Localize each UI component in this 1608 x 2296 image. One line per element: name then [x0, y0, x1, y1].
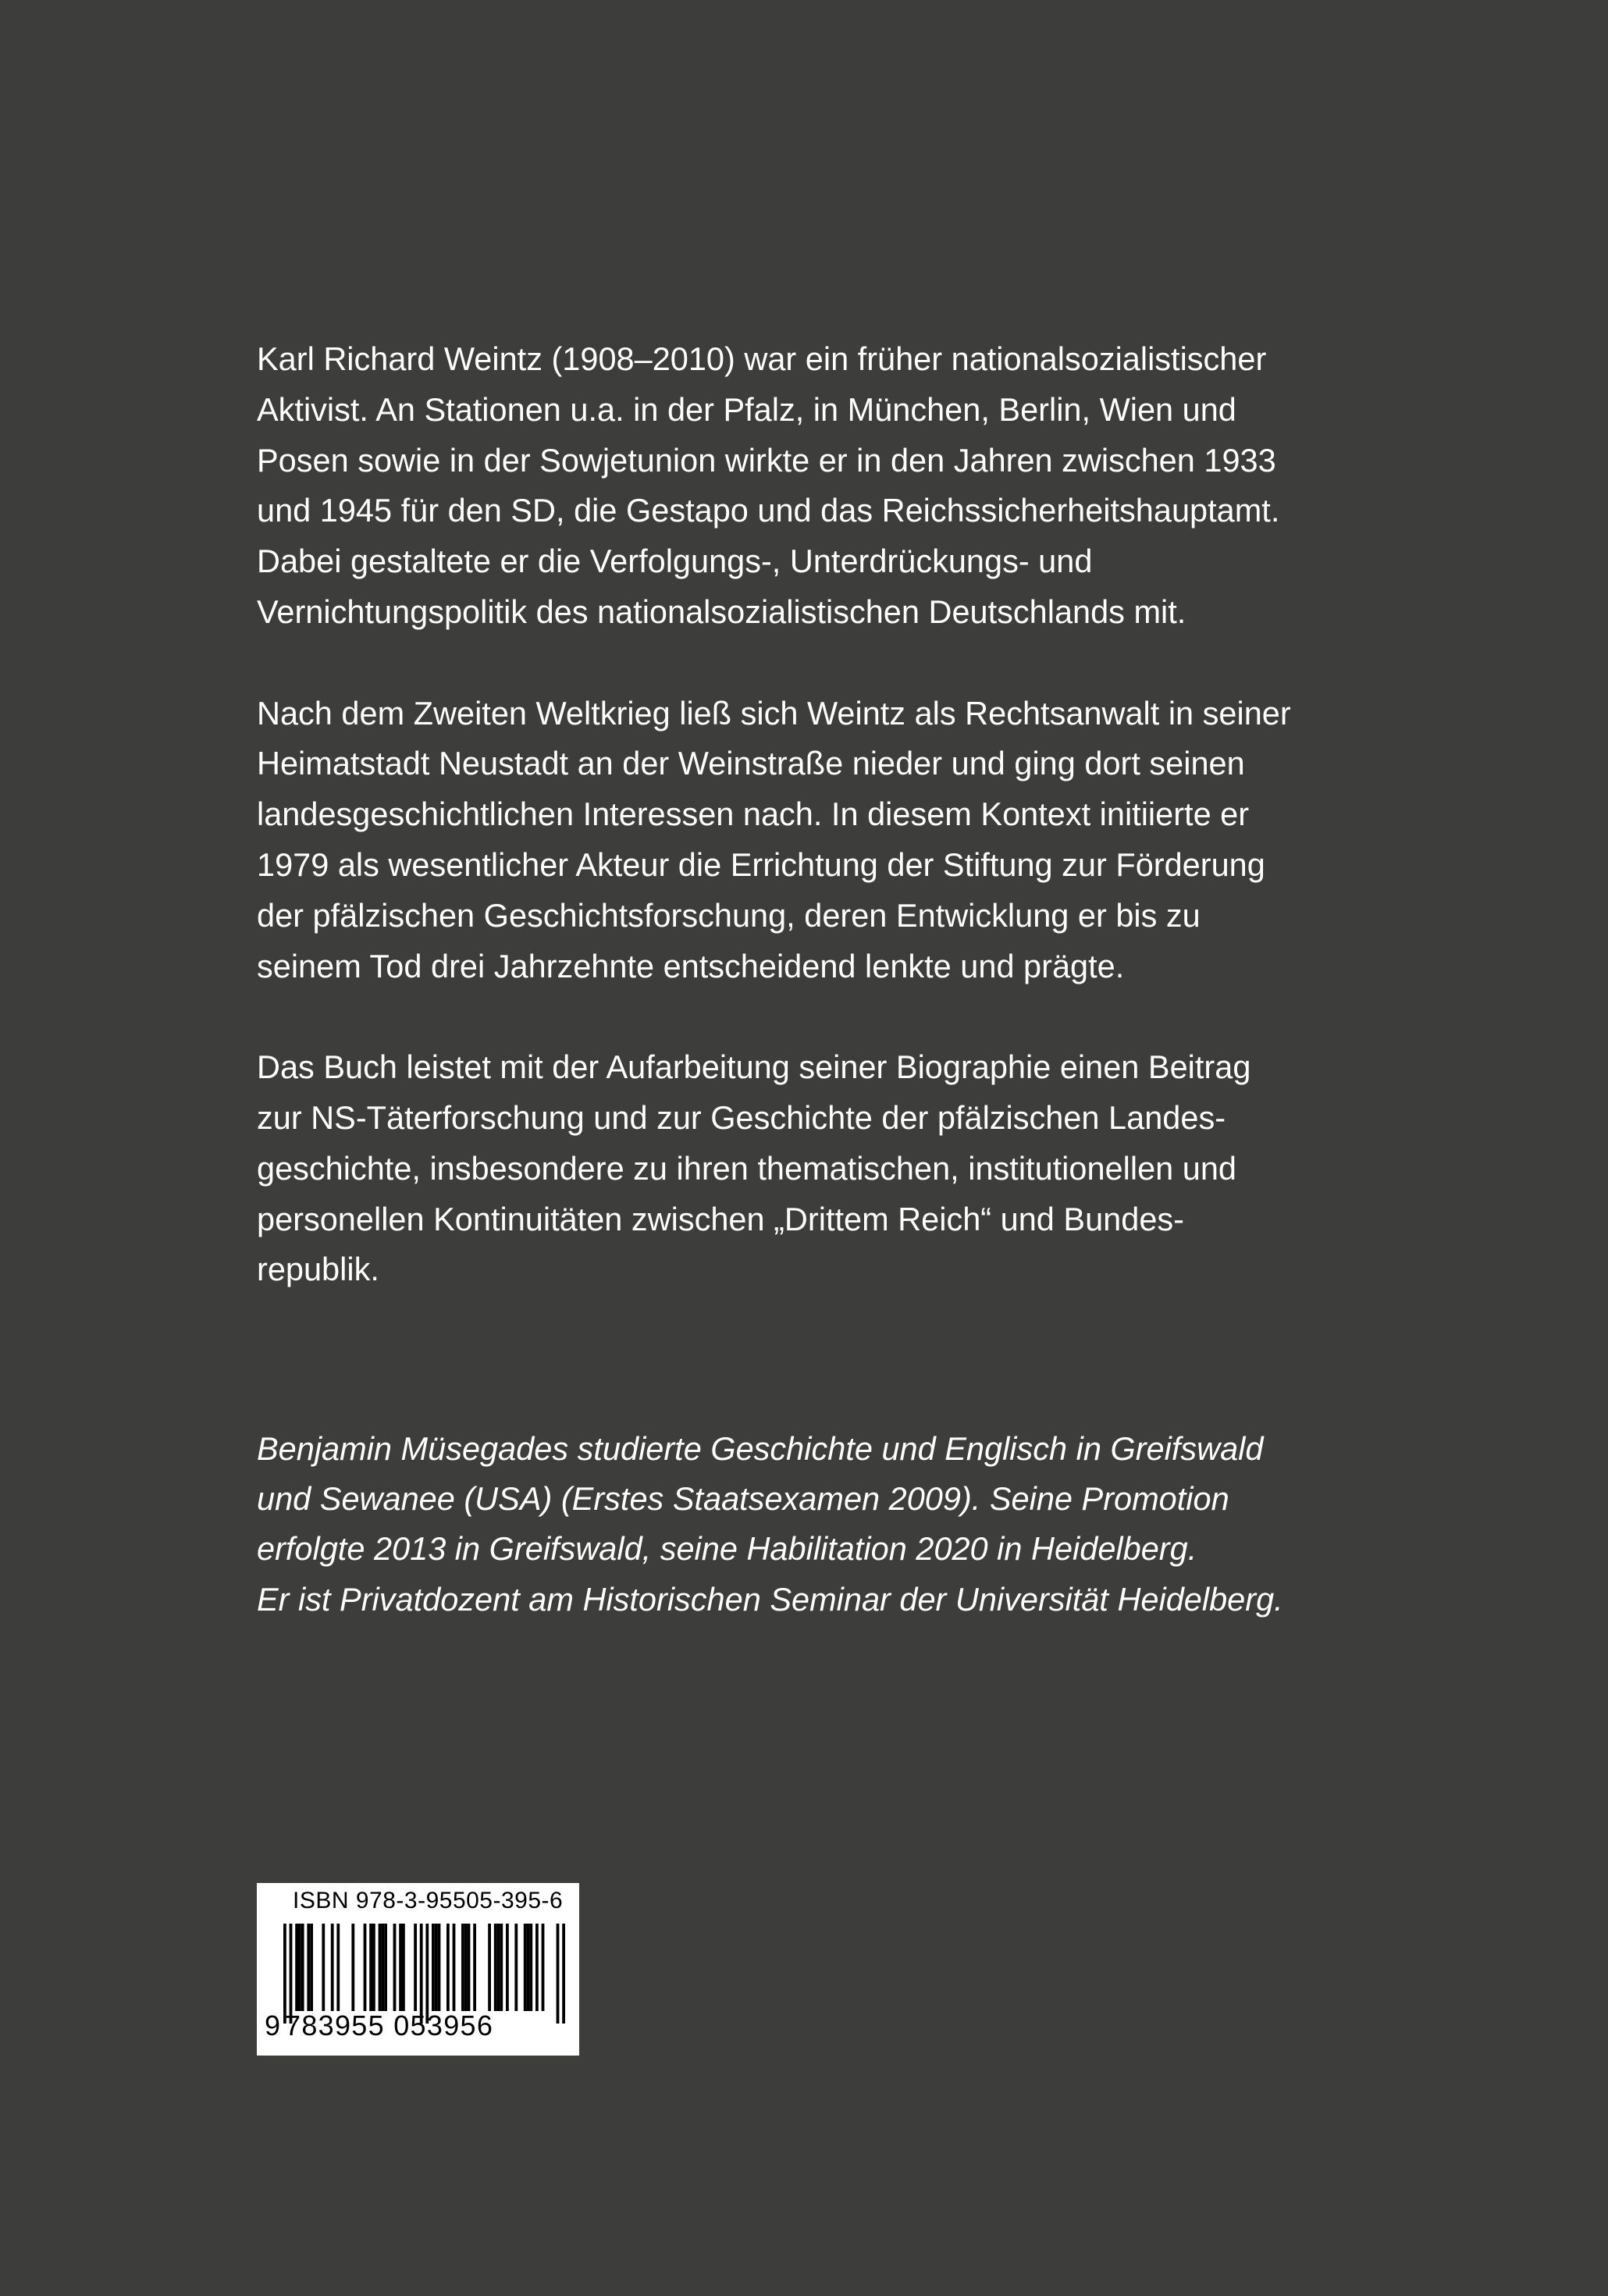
text-line: personellen Kontinuitäten zwischen „Drittem Reich“ und Bundes- — [257, 1200, 1184, 1237]
text-line: zur NS-Täterforschung und zur Geschichte der pfälzischen Landes- — [257, 1098, 1226, 1136]
barcode-bar — [535, 1924, 539, 2011]
text-line: Heimatstadt Neustadt an der Weinstraße nieder und ging dort seinen — [257, 745, 1245, 782]
barcode-bar — [461, 1924, 464, 2011]
barcode-bar — [393, 1924, 397, 2011]
text-line: 1979 als wesentlicher Akteur die Errichtung der Stiftung zur Förderung — [257, 845, 1265, 883]
author-bio-line: Benjamin Müsegades studierte Geschichte und Englisch in Greifswald — [257, 1430, 1264, 1467]
barcode-bar — [432, 1924, 435, 2011]
barcode-bar — [402, 1924, 405, 2011]
barcode-bar — [468, 1924, 471, 2011]
text-line: Posen sowie in der Sowjetunion wirkte er in den Jahren zwischen 1933 — [257, 441, 1276, 479]
barcode-guard-bar — [290, 1924, 293, 2024]
barcode-bar — [381, 1924, 384, 2011]
barcode-guard-bar — [283, 1924, 286, 2024]
barcode-bar — [331, 1924, 334, 2011]
barcode-bar — [364, 1924, 367, 2011]
barcode-bar — [488, 1924, 491, 2011]
barcode-bar — [322, 1924, 325, 2011]
barcode-bar — [336, 1924, 340, 2011]
barcode-bar — [435, 1924, 438, 2011]
barcode-bar — [384, 1924, 387, 2011]
barcode-bar — [506, 1924, 509, 2011]
barcode-bar — [446, 1924, 450, 2011]
barcode-bar — [542, 1924, 545, 2011]
barcode-bar — [301, 1924, 304, 2011]
barcode-guard-bar — [562, 1924, 565, 2024]
barcode-bar — [298, 1924, 301, 2011]
barcode-bar — [307, 1924, 310, 2011]
isbn-label: ISBN 978-3-95505-395-6 — [293, 1888, 564, 1913]
barcode-bar — [379, 1924, 382, 2011]
barcode-bar — [414, 1924, 417, 2011]
author-bio-line: erfolgte 2013 in Greifswald, seine Habilitation 2020 in Heidelberg. — [257, 1530, 1197, 1568]
barcode-bar — [438, 1924, 441, 2011]
barcode-guard-bar — [425, 1924, 429, 2024]
barcode-bar — [529, 1924, 532, 2011]
ean-digits: 783955 053956 — [285, 2009, 494, 2041]
text-line: Nach dem Zweiten Weltkrieg ließ sich Weintz als Rechtsanwalt in seiner — [257, 694, 1291, 732]
barcode-bar — [369, 1924, 372, 2011]
barcode-bar — [310, 1924, 313, 2011]
description-paragraph — [257, 689, 1396, 992]
author-bio-line: Er ist Privatdozent am Historischen Seminar der Universität Heidelberg. — [257, 1580, 1283, 1618]
barcode-bar — [399, 1924, 402, 2011]
barcode-bar — [295, 1924, 298, 2011]
author-bio — [257, 1424, 1428, 1625]
text-line: Aktivist. An Stationen u.a. in der Pfalz, in München, Berlin, Wien und — [257, 390, 1236, 428]
description-paragraph — [257, 1042, 1396, 1295]
author-bio-line: und Sewanee (USA) (Erstes Staatsexamen 2009). Seine Promotion — [257, 1480, 1229, 1518]
text-line: der pfälzischen Geschichtsforschung, deren Entwicklung er bis zu — [257, 896, 1201, 934]
barcode-bar — [453, 1924, 456, 2011]
barcode-bar — [527, 1924, 530, 2011]
text-line: Vernichtungspolitik des nationalsozialistischen Deutschlands mit. — [257, 593, 1186, 630]
text-line: landesgeschichtlichen Interessen nach. In diesem Kontext initiierte er — [257, 796, 1250, 833]
description-paragraph — [257, 334, 1396, 638]
ean-first-digit: 9 — [265, 2009, 281, 2041]
text-line: republik. — [257, 1251, 379, 1288]
barcode-bar — [351, 1924, 354, 2011]
barcode-bar — [464, 1924, 468, 2011]
barcode-bar — [494, 1924, 497, 2011]
text-line: geschichte, insbesondere zu ihren thematischen, institutionellen und — [257, 1149, 1237, 1187]
text-line: Das Buch leistet mit der Aufarbeitung seiner Biographie einen Beitrag — [257, 1048, 1251, 1086]
barcode-guard-bar — [557, 1924, 560, 2024]
text-line: seinem Tod drei Jahrzehnte entscheidend lenkte und prägte. — [257, 947, 1125, 984]
barcode-bar — [500, 1924, 503, 2011]
barcode-bar — [473, 1924, 476, 2011]
barcode-bar — [524, 1924, 527, 2011]
barcode-bar — [514, 1924, 518, 2011]
book-description — [257, 334, 1396, 1346]
barcode-bar — [497, 1924, 500, 2011]
barcode-guard-bar — [420, 1924, 423, 2024]
text-line: Dabei gestaltete er die Verfolgungs-, Unterdrückungs- und — [257, 543, 1093, 580]
text-line: Karl Richard Weintz (1908–2010) war ein früher nationalsozialistischer — [257, 340, 1267, 377]
barcode-bar — [372, 1924, 375, 2011]
text-line: und 1945 für den SD, die Gestapo und das Reichssicherheitshauptamt. — [257, 492, 1280, 529]
isbn-barcode — [257, 1883, 579, 2056]
